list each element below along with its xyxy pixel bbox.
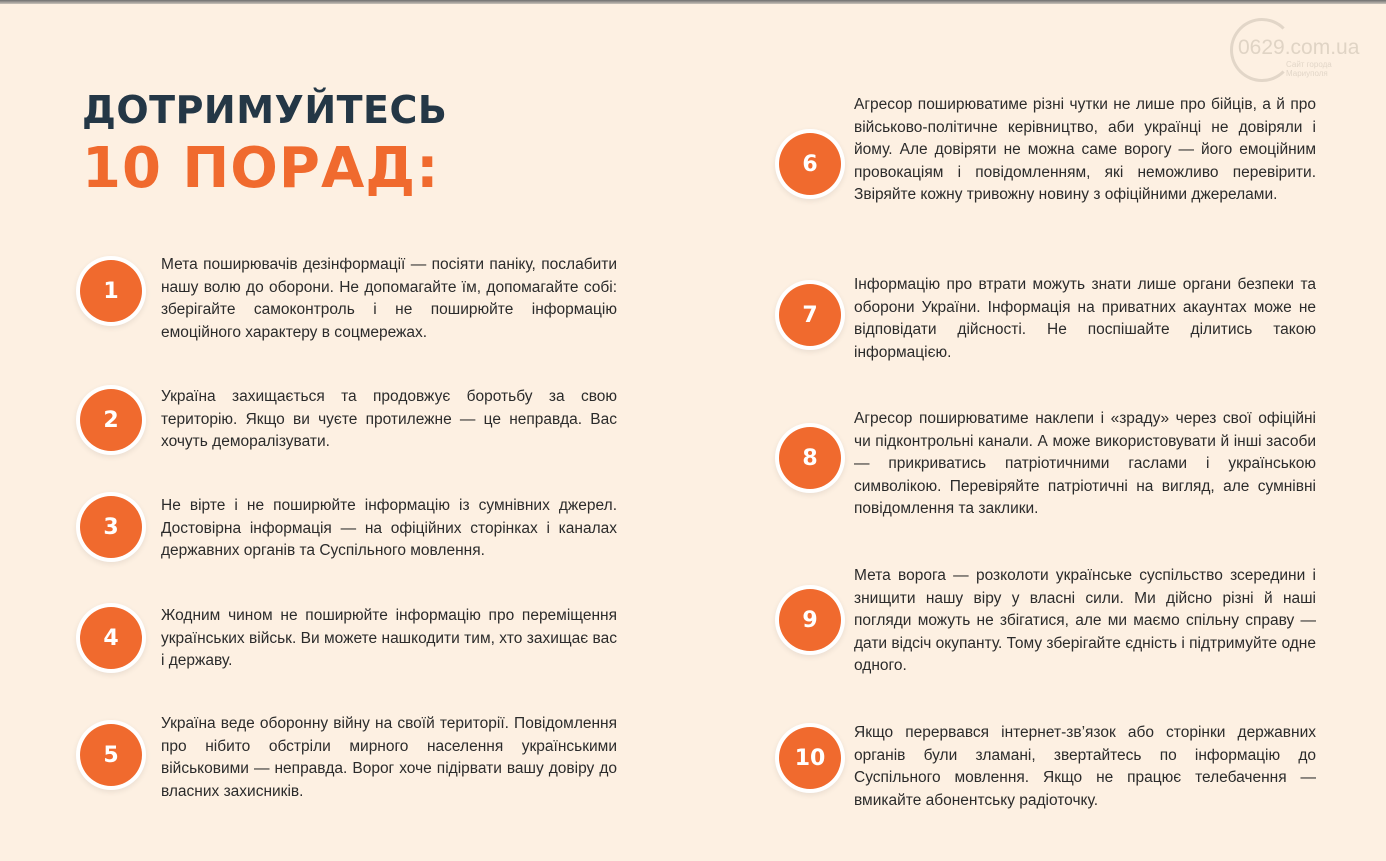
tip-number-badge: 1 bbox=[80, 260, 142, 322]
tip-number-badge: 9 bbox=[779, 589, 841, 651]
page-title-line2: 10 ПОРАД: bbox=[82, 136, 440, 201]
logo-subtitle: Сайт города Мариуполя bbox=[1286, 60, 1332, 78]
page-title-line1: ДОТРИМУЙТЕСЬ bbox=[82, 88, 448, 132]
top-border bbox=[0, 0, 1386, 4]
tip-text: Жодним чином не поширюйте інформацію про переміщення українських військ. Ви можете нашкодити тим, хто захищає вас і державу. bbox=[161, 607, 617, 670]
tip-number-badge: 5 bbox=[80, 724, 142, 786]
tip-number-badge: 8 bbox=[779, 427, 841, 489]
tip-text: Агресор поширюватиме різні чутки не лише про бійців, а й про військово-політичне керівництво, аби українці не довіряли і йому. Але довіряти не можна саме ворогу — його емоційним провокаціям і повідомленням, які неможливо перевірити. Звіряйте кожну тривожну новину з офіційними джерелами. bbox=[854, 96, 1316, 204]
tip-text: Мета ворога — розколоти українське суспільство зсередини і знищити нашу віру у власні сили. Ми дійсно різні й наші погляди можуть не збігатися, але ми маємо спільну справу — дати відсіч окупанту. Тому зберігайте єдність і підтримуйте одне одного. bbox=[854, 567, 1316, 675]
tip-number-badge: 10 bbox=[779, 727, 841, 789]
tip-number-badge: 4 bbox=[80, 607, 142, 669]
site-logo[interactable] bbox=[1228, 16, 1376, 86]
tip-number-badge: 2 bbox=[80, 389, 142, 451]
tip-number-badge: 6 bbox=[779, 133, 841, 195]
tip-text: Україна захищається та продовжує боротьбу за свою територію. Якщо ви чуєте протилежне — це неправда. Вас хочуть деморалізувати. bbox=[161, 388, 617, 451]
tip-text: Мета поширювачів дезінформації — посіяти паніку, послабити нашу волю до оборони. Не допомагайте їм, допомагайте собі: зберігайте самоконтроль і не поширюйте інформацію емоційного характеру в соцмережах. bbox=[161, 256, 617, 341]
tip-text: Україна веде оборонну війну на своїй території. Повідомлення про нібито обстріли мирного населення українськими військовими — неправда. Ворог хоче підірвати вашу довіру до власних захисників. bbox=[161, 715, 617, 800]
logo-text: 0629.com.ua bbox=[1238, 36, 1360, 59]
tip-number-badge: 7 bbox=[779, 284, 841, 346]
tip-text: Не вірте і не поширюйте інформацію із сумнівних джерел. Достовірна інформація — на офіційних сторінках і каналах державних органів та Суспільного мовлення. bbox=[161, 497, 617, 560]
tip-number-badge: 3 bbox=[80, 496, 142, 558]
tip-text: Якщо перервався інтернет-зв’язок або сторінки державних органів були зламані, звертайтесь по інформацію до Суспільного мовлення. Якщо не працює телебачення — вмикайте абонентську радіоточку. bbox=[854, 724, 1316, 809]
tip-text: Інформацію про втрати можуть знати лише органи безпеки та оборони України. Інформація на приватних акаунтах може не відповідати дійсності. Не поспішайте ділитись такою інформацією. bbox=[854, 276, 1316, 361]
tip-text: Агресор поширюватиме наклепи і «зраду» через свої офіційні чи підконтрольні канали. А може використовувати й інші засоби — прикриватись патріотичними гаслами і українською символікою. Перевіряйте патріотичні на вигляд, але сумнівні повідомлення та заклики. bbox=[854, 410, 1316, 518]
